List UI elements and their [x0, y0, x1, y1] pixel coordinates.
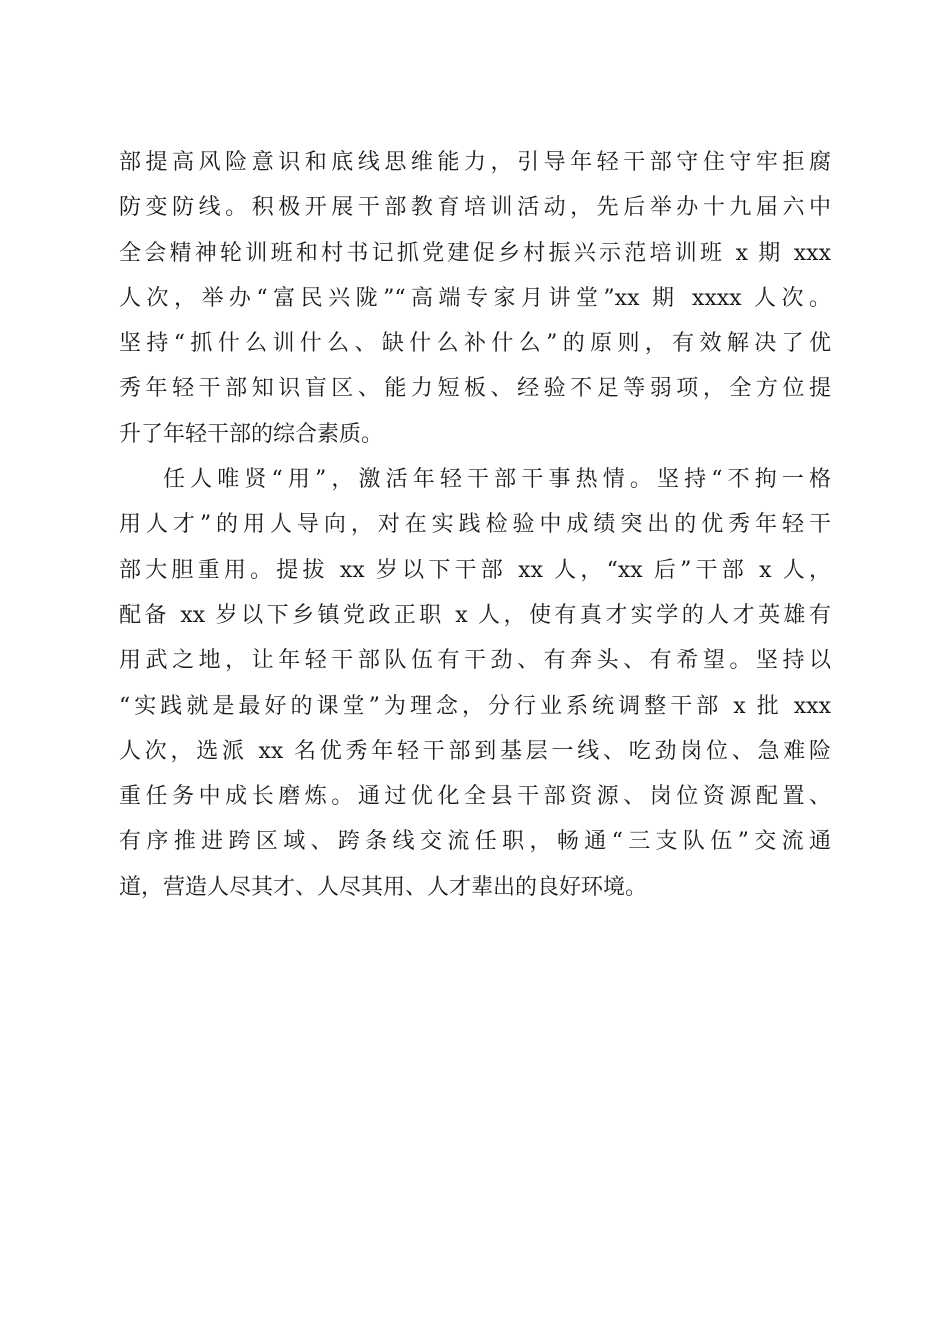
paragraph-line: “实践就是最好的课堂”为理念，分行业系统调整干部 x 批 xxx — [119, 693, 831, 719]
paragraph-line: 部大胆重用。提拔 xx 岁以下干部 xx 人，“xx 后”干部 x 人， — [119, 557, 831, 583]
document-body — [119, 140, 831, 910]
paragraph-line: 道，营造人尽其才、人尽其用、人才辈出的良好环境。 — [119, 874, 648, 900]
paragraph-line: 人次，举办“富民兴陇”“高端专家月讲堂”xx 期 xxxx 人次。 — [119, 285, 831, 311]
paragraph-line: 秀年轻干部知识盲区、能力短板、经验不足等弱项，全方位提 — [119, 376, 831, 402]
paragraph-line: 全会精神轮训班和村书记抓党建促乡村振兴示范培训班 x 期 xxx — [119, 240, 831, 266]
paragraph-line: 重任务中成长磨炼。通过优化全县干部资源、岗位资源配置、 — [119, 784, 831, 810]
paragraph-line: 升了年轻干部的综合素质。 — [119, 421, 384, 447]
paragraph-line: 防变防线。积极开展干部教育培训活动，先后举办十九届六中 — [119, 195, 831, 221]
paragraph-line: 任人唯贤“用”，激活年轻干部干事热情。坚持“不拘一格 — [163, 467, 831, 493]
paragraph-2 — [119, 457, 831, 910]
paragraph-line: 部提高风险意识和底线思维能力，引导年轻干部守住守牢拒腐 — [119, 150, 831, 175]
paragraph-line: 坚持“抓什么训什么、缺什么补什么”的原则，有效解决了优 — [119, 331, 831, 357]
paragraph-line: 用武之地，让年轻干部队伍有干劲、有奔头、有希望。坚持以 — [119, 648, 831, 674]
paragraph-1 — [119, 140, 831, 457]
paragraph-line: 有序推进跨区域、跨条线交流任职，畅通“三支队伍”交流通 — [119, 829, 831, 855]
paragraph-line: 人次，选派 xx 名优秀年轻干部到基层一线、吃劲岗位、急难险 — [119, 738, 831, 764]
paragraph-line: 用人才”的用人导向，对在实践检验中成绩突出的优秀年轻干 — [119, 512, 831, 538]
paragraph-line: 配备 xx 岁以下乡镇党政正职 x 人，使有真才实学的人才英雄有 — [119, 602, 831, 628]
